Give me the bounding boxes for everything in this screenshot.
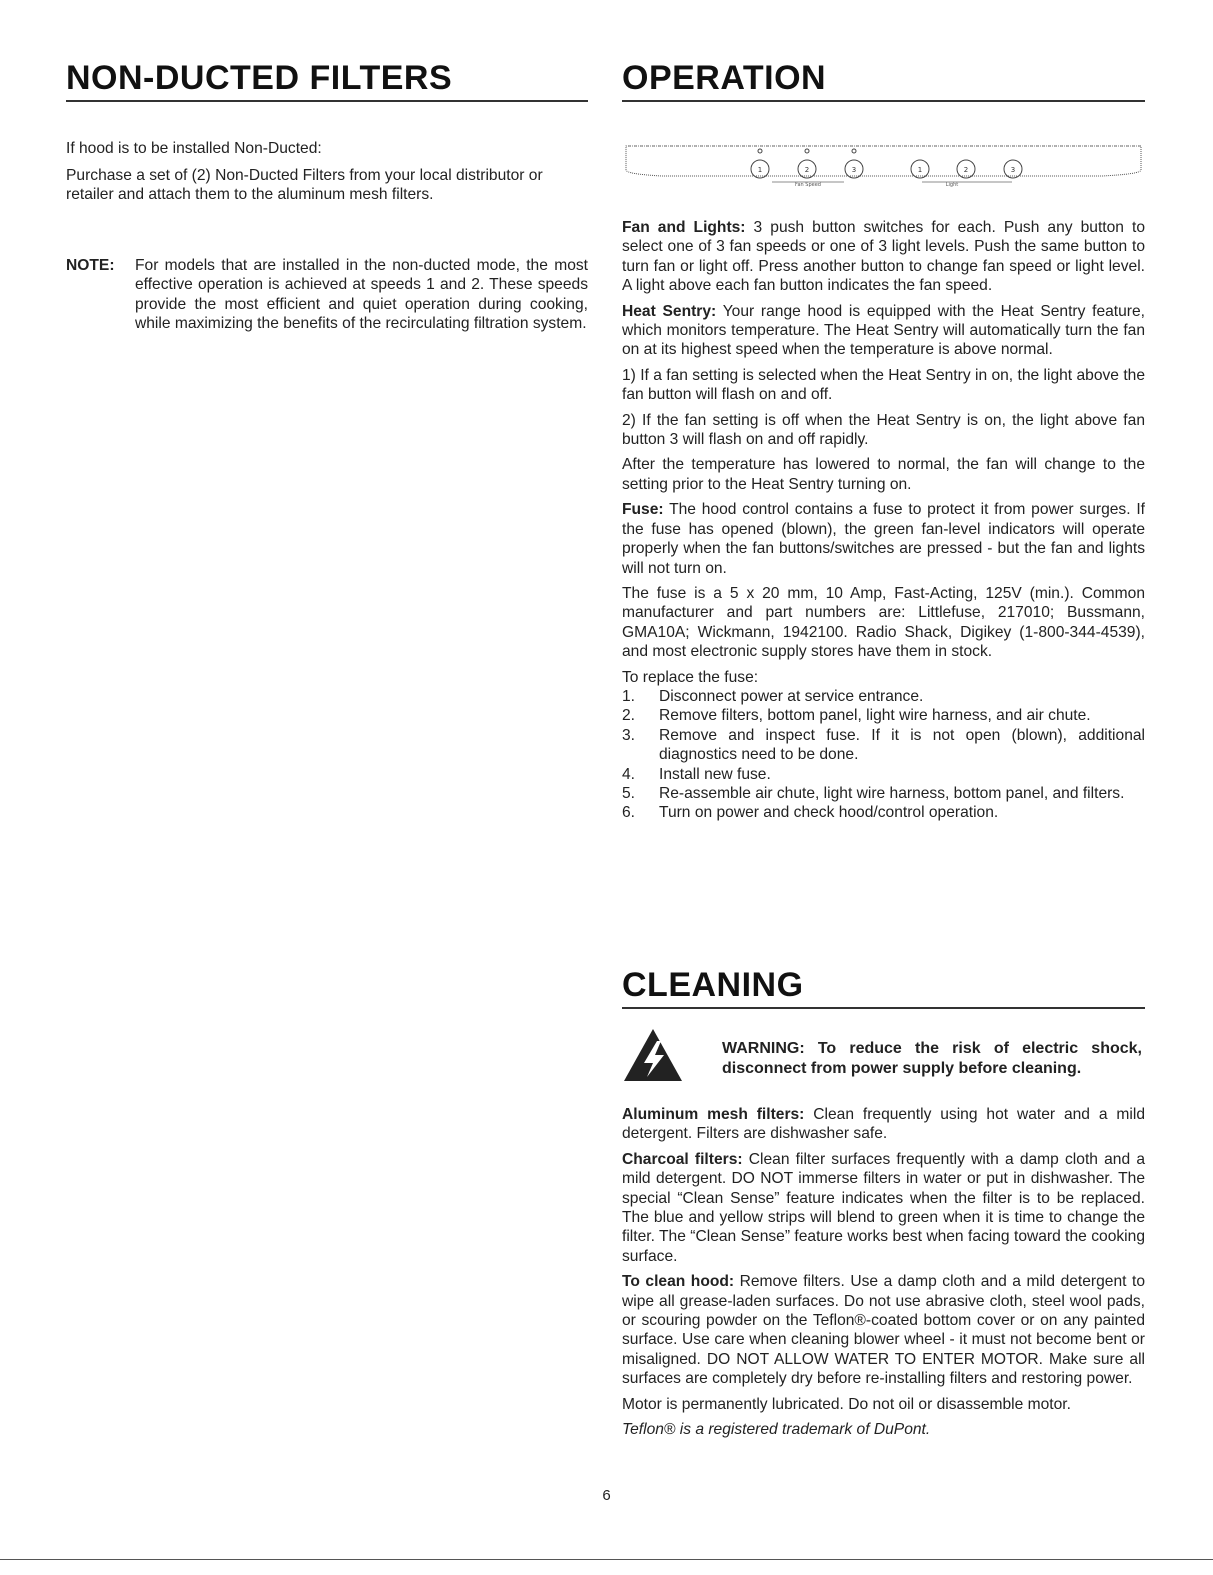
list-item: 6. Turn on power and check hood/control operation. [622, 804, 999, 822]
motor-note: Motor is permanently lubricated. Do not oil or disassemble motor. [622, 1395, 1071, 1413]
light-button-3-label: 3 [1010, 166, 1016, 174]
heat-sentry-label: Heat Sentry: [622, 302, 717, 320]
list-item: 2. Remove filters, bottom panel, light wire harness, and air chute. [622, 707, 1091, 725]
fan-lights-text: 3 push button switches for each. Push any button to select one of 3 fan speeds or one of 3 light levels. Push the same button to turn fan or light off. Press another button to change fan speed or light level. A light above each fan button indicates the fan speed. [622, 219, 1146, 295]
list-item: 4. Install new fuse. [622, 765, 771, 783]
clean-hood-paragraph [622, 1272, 1145, 1388]
fuse-spec: The fuse is a 5 x 20 mm, 10 Amp, Fast-Acting, 125V (min.). Common manufacturer and part numbers are: Littlefuse, 217010; Bussmann, GMA10A; Wickmann, 1942100. Radio Shack, Digikey (1-800-344-4539), and most electronic supply stores have them in stock. [622, 584, 1145, 661]
warning-block [622, 1025, 1145, 1085]
fan-button-2 [798, 160, 816, 178]
note-text: For models that are installed in the non-ducted mode, the most effective operation is achieved at speeds 1 and 2. These speeds provide the most efficient and quiet operation during cooking, while maximizing the benefits of the recirculating filtration system. [135, 257, 588, 333]
light-button-2 [957, 160, 975, 178]
light-label: Light [945, 182, 959, 188]
heat-sentry-after: After the temperature has lowered to normal, the fan will change to the setting prior to the Heat Sentry turning on. [622, 456, 1145, 493]
light-button-3 [1004, 160, 1022, 178]
aluminum-filters-label: Aluminum mesh filters: [622, 1106, 805, 1123]
list-item: 5. Re-assemble air chute, light wire harness, bottom panel, and filters. [622, 784, 1125, 802]
clean-hood-text: Remove filters. Use a damp cloth and a mild detergent to wipe all grease-laden surfaces. Do not use abrasive cloth, steel wool pads, or scouring powder on the Teflon®-coated bottom cover or on any painted surface. Use care when cleaning blower wheel - it must not become bent or misaligned. DO NOT ALLOW WATER TO ENTER MOTOR. Make sure all surfaces are completely dry before re-installing filters and restoring power. [622, 1273, 1145, 1388]
charcoal-filters-label: Charcoal filters: [622, 1150, 743, 1168]
list-item: 3. Remove and inspect fuse. If it is not open (blown), additional diagnostics need to be done. [622, 726, 1145, 764]
operation-text [622, 218, 1145, 823]
trademark-note: Teflon® is a registered trademark of DuPont. [622, 1421, 931, 1439]
fan-speed-label: Fan Speed [795, 182, 821, 188]
heading-cleaning: CLEANING [622, 965, 1145, 1009]
non-ducted-purchase: Purchase a set of (2) Non-Ducted Filters from your local distributor or retailer and attach them to the aluminum mesh filters. [66, 167, 543, 204]
charcoal-filters-paragraph [622, 1150, 1145, 1266]
bottom-divider [0, 1559, 1213, 1560]
list-item: 1. Disconnect power at service entrance. [622, 687, 924, 705]
heading-non-ducted-filters: NON-DUCTED FILTERS [66, 58, 588, 102]
fuse-text: The hood control contains a fuse to protect it from power surges. If the fuse has opened (blown), the green fan-level indicators will operate properly when the fan buttons/switches are pressed - but the fan and lights will not turn on. [622, 501, 1145, 577]
warning-text: WARNING: To reduce the risk of electric shock, disconnect from power supply before cleaning. [722, 1040, 1142, 1077]
charcoal-filters-text: Clean filter surfaces frequently with a damp cloth and a mild detergent. DO NOT immerse filters in water or put in dishwasher. The special “Clean Sense” feature indicates when the filter is to be replaced. The blue and yellow strips will blend to green when it is time to change the filter. The “Clean Sense” feature works best when facing toward the cooking surface. [622, 1150, 1145, 1265]
heat-sentry-item-2: 2) If the fan setting is off when the Heat Sentry is on, the light above fan button 3 will flash on and off rapidly. [622, 411, 1145, 449]
note-label: NOTE: [66, 257, 115, 274]
control-panel-diagram [622, 142, 1145, 188]
fan-button-1 [751, 160, 769, 178]
control-panel-svg [622, 142, 1145, 188]
aluminum-filters-paragraph [622, 1105, 1145, 1144]
heat-sentry-text: Your range hood is equipped with the Heat Sentry feature, which monitors temperature. The Heat Sentry will automatically turn the fan on at its highest speed when the temperature is above normal. [622, 302, 1145, 359]
heading-operation: OPERATION [622, 58, 1145, 102]
fan-button-3 [845, 160, 863, 178]
fan-lights-paragraph [622, 218, 1145, 296]
light-button-1 [911, 160, 929, 178]
non-ducted-intro: If hood is to be installed Non-Ducted: [66, 140, 322, 157]
replace-fuse-steps [622, 687, 1145, 823]
page-number: 6 [602, 1487, 611, 1504]
replace-fuse-intro: To replace the fuse: [622, 668, 759, 686]
fuse-paragraph [622, 500, 1145, 578]
heat-sentry-paragraph [622, 302, 1145, 360]
clean-hood-label: To clean hood: [622, 1273, 735, 1291]
electric-shock-warning-icon [622, 1027, 684, 1083]
heat-sentry-item-1: 1) If a fan setting is selected when the Heat Sentry in on, the light above the fan button will flash on and off. [622, 366, 1145, 404]
aluminum-filters-text: Clean frequently using hot water and a mild detergent. Filters are dishwasher safe. [622, 1106, 1145, 1143]
light-button-1-label: 1 [917, 166, 923, 174]
fan-button-1-label: 1 [757, 166, 763, 174]
fuse-label: Fuse: [622, 501, 664, 519]
fan-button-3-label: 3 [851, 166, 857, 174]
fan-lights-label: Fan and Lights: [622, 219, 746, 236]
light-button-2-label: 2 [963, 166, 969, 174]
cleaning-text [622, 1105, 1145, 1446]
fan-button-2-label: 2 [804, 166, 810, 174]
note-block [66, 256, 588, 334]
